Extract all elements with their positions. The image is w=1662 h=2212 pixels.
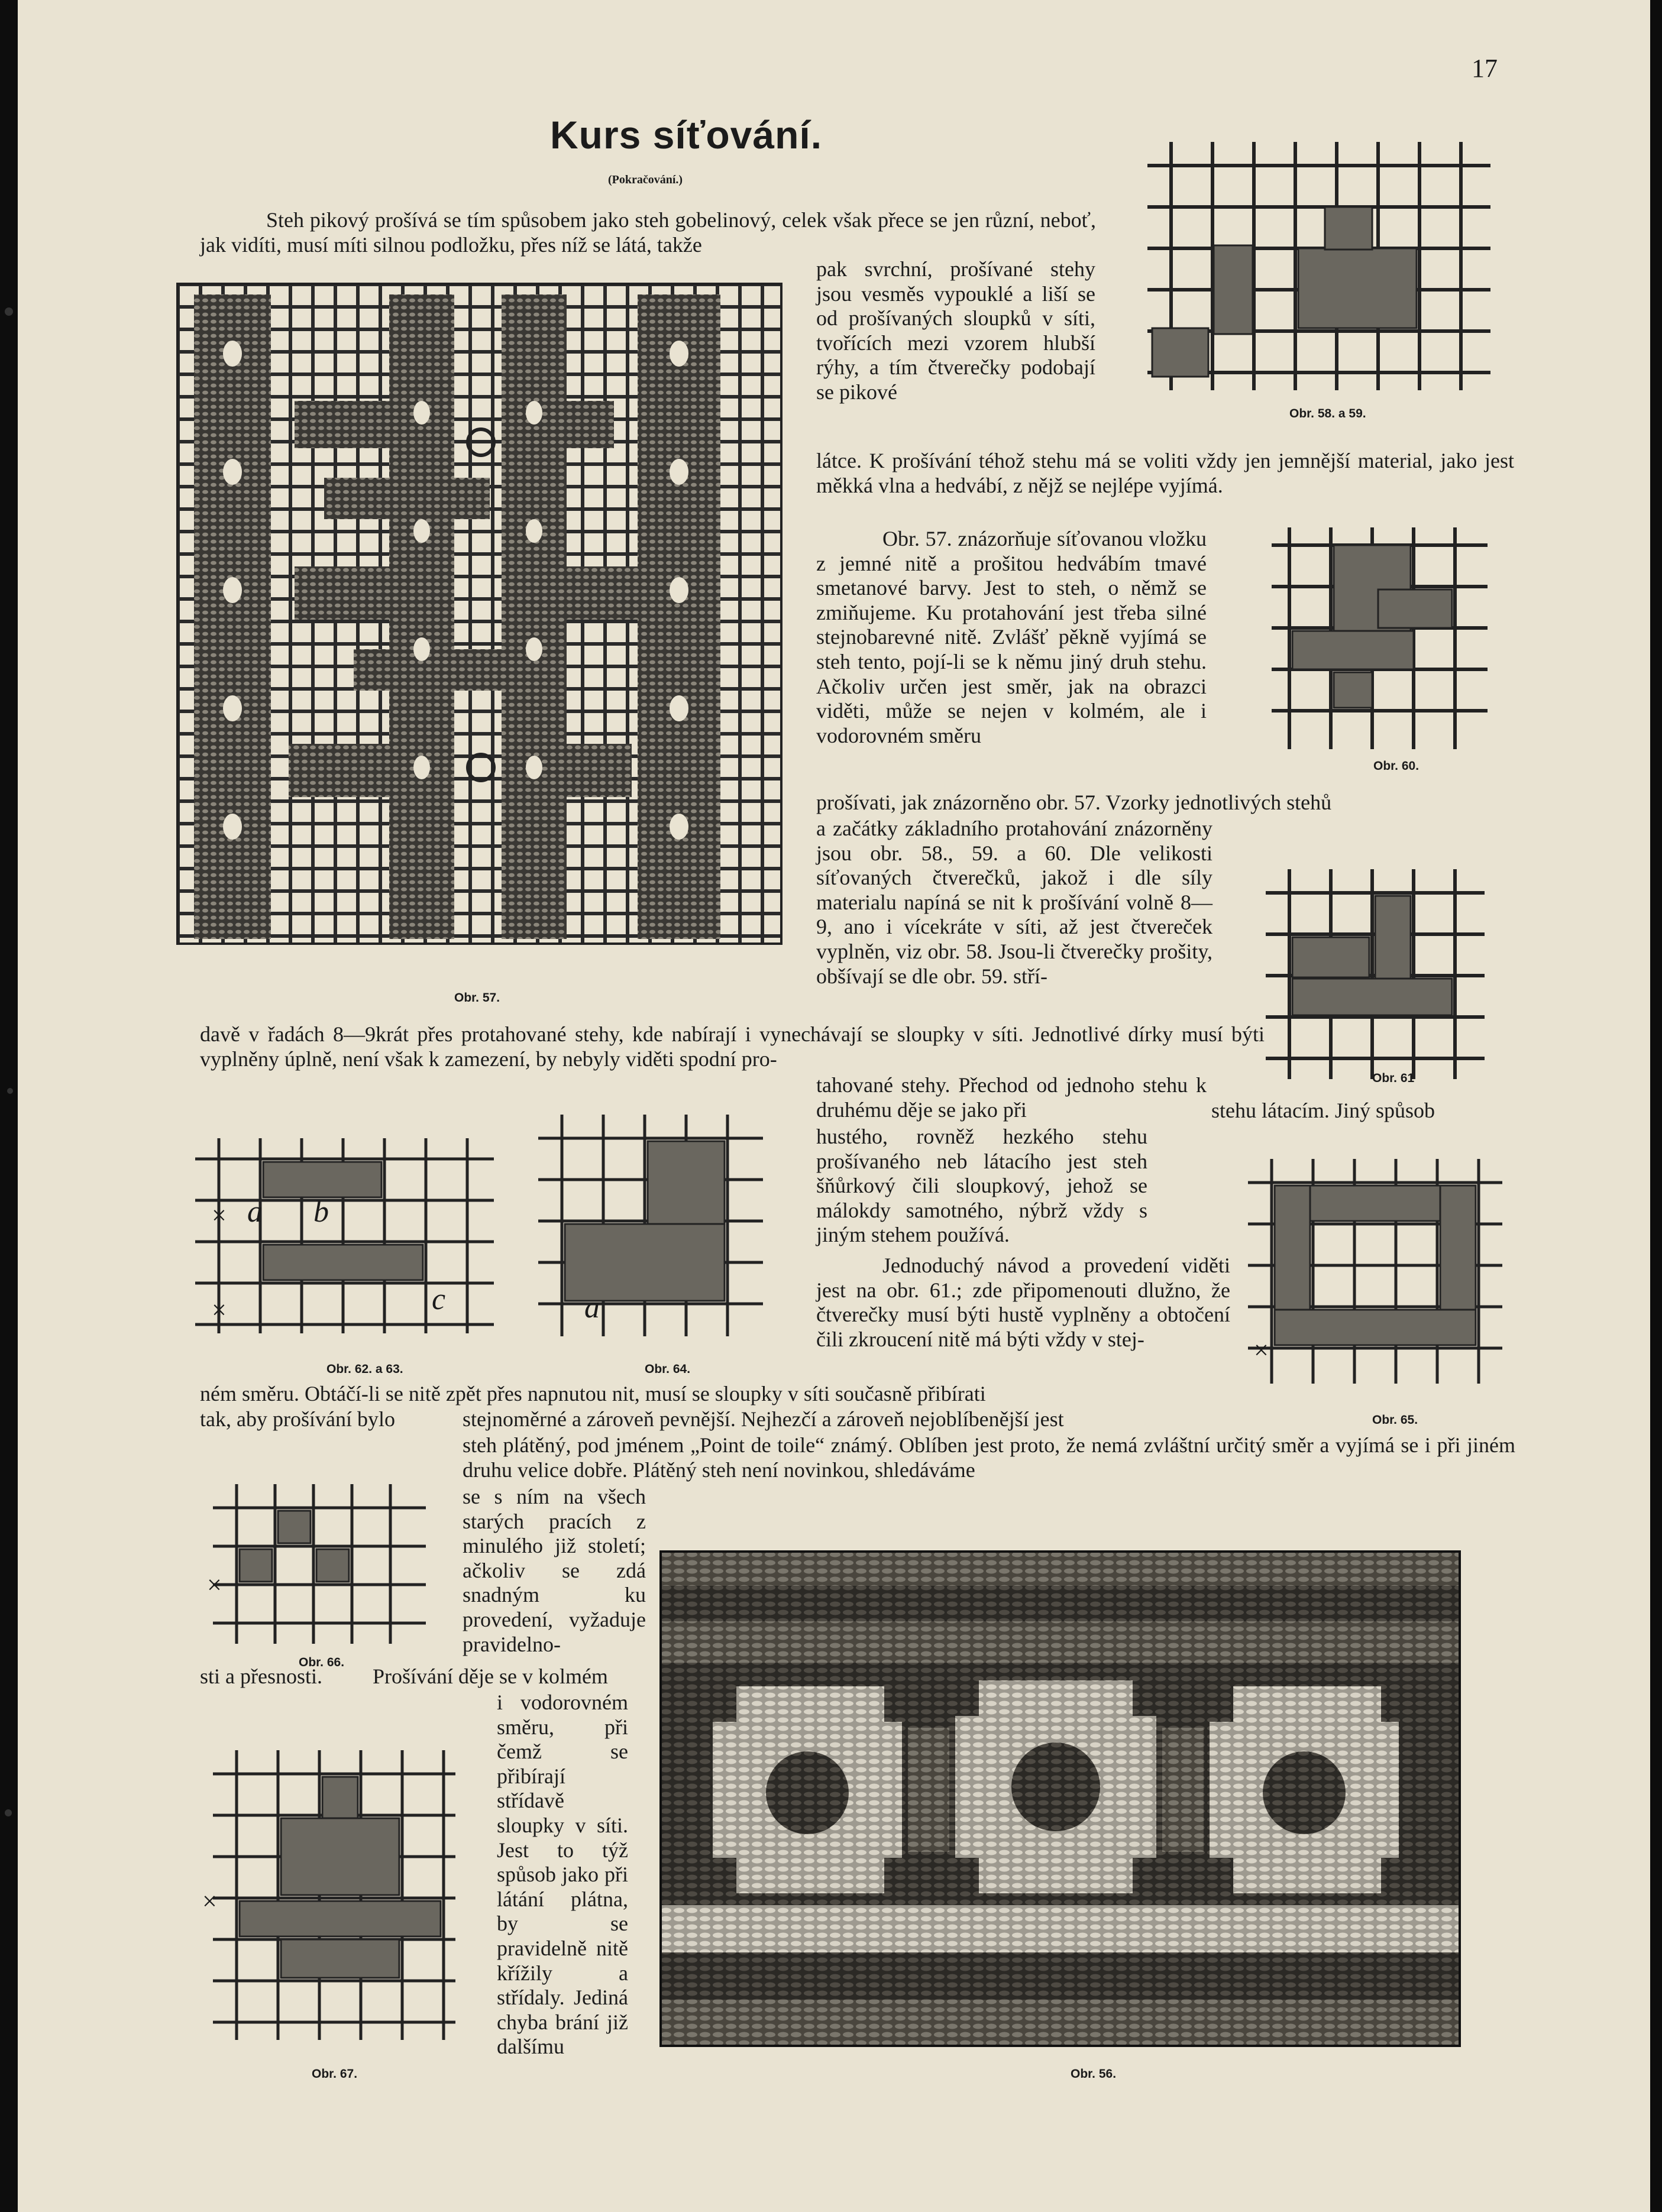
figure-56-point-de-toile-photo (659, 1550, 1461, 2047)
paragraph-2d: davě v řadách 8—9krát přes protahované stehy, kde nabírají i vynechávají se sloupky v síti. Jednotlivé dírky musí býti vyplněny úplně, není však k zamezení, by nebyly viděti spodní pro- (200, 1022, 1265, 1071)
paragraph-3i: i vodorovném směru, při čemž se přibírají střídavě sloupky v síti. Jest to týž spůsob jako při látání plátna, by se pravidelně nitě křížily a střídaly. Jediná chyba brání již dalšímu (497, 1690, 628, 2059)
figure-67-stitch-sample (213, 1750, 455, 2040)
caption-fig-61: Obr. 61 (1372, 1071, 1415, 1085)
caption-fig-62-63: Obr. 62. a 63. (326, 1362, 403, 1376)
paragraph-3d: stejnoměrné a zároveň pevnější. Nejhezčí a zároveň nejoblíbenější jest (463, 1407, 1064, 1431)
page-title: Kurs síťování. (550, 113, 823, 157)
paragraph-3f: se s ním na všech starých pracích z minulého již století; ačkoliv se zdá snadným ku provedení, vyžaduje pravidelno- (463, 1485, 646, 1656)
figure-62-label-a: a (247, 1195, 263, 1229)
scan-speck (5, 1809, 12, 1816)
paragraph-3a: Jednoduchý návod a provedení viděti jest na obr. 61.; zde připomenouti dlužno, že čtverečky musí býti hustě vyplněny a obtočení čili zkroucení nitě má býti vždy v stej- (816, 1254, 1230, 1351)
figure-60-stitch-sample (1272, 527, 1488, 749)
figure-62-label-b: b (313, 1195, 329, 1229)
page-subtitle: (Pokračování.) (608, 173, 683, 186)
figure-61-stitch-sample (1266, 869, 1485, 1079)
figure-57-filet-insert (176, 283, 783, 945)
paragraph-3g: sti a přesnosti. (200, 1664, 322, 1688)
figure-62-mark-x-2: × (212, 1296, 227, 1324)
scan-speck (7, 1088, 13, 1094)
paragraph-3e: steh plátěný, pod jménem „Point de toile“ známý. Oblíben jest proto, že nemá zvláštní určitý směr a vyjímá se i při jiném druhu velice dobře. Plátěný steh není novinkou, shledáváme (463, 1433, 1515, 1482)
caption-fig-65: Obr. 65. (1372, 1413, 1418, 1427)
paragraph-1b: pak svrchní, prošívané stehy jsou vesměs vypouklé a liší se od prošívaných sloupků v síti, tvořících mezi vzorem hlubší rýhy, a tím čtverečky podobají se pikové (816, 257, 1095, 404)
caption-fig-56: Obr. 56. (1071, 2067, 1117, 2081)
paragraph-2e: tahované stehy. Přechod od jednoho stehu k druhému děje se jako při (816, 1073, 1207, 1122)
figure-66-mark-x: × (207, 1570, 222, 1599)
paragraph-2f: stehu látacím. Jiný spůsob (1211, 1099, 1435, 1122)
paragraph-3b: ném směru. Obtáčí-li se nitě zpět přes napnutou nit, musí se sloupky v síti současně přibírati (200, 1382, 986, 1405)
figure-62-mark-x-1: × (212, 1201, 227, 1230)
figure-64-label-a: a (584, 1291, 600, 1324)
figure-58-59-stitch-sample (1147, 142, 1490, 390)
figure-64-stitch-sample (538, 1115, 763, 1336)
caption-fig-57: Obr. 57. (454, 991, 500, 1005)
figure-65-mark-x: × (1254, 1336, 1269, 1365)
caption-fig-58-59: Obr. 58. a 59. (1289, 407, 1366, 420)
figure-62-63-stitch-sample (195, 1138, 494, 1333)
caption-fig-60: Obr. 60. (1373, 759, 1420, 773)
page-number: 17 (1472, 54, 1498, 83)
figure-65-stitch-sample (1248, 1159, 1502, 1384)
paragraph-2c: a začátky základního protahování znázorněny jsou obr. 58., 59. a 60. Dle velikosti síťovaných čtverečků, jakož i dle síly materialu napíná se nit k prošívání volně 8—9, ano i vícekráte v síti, až jest čtvereček vyplněn, viz obr. 58. Jsou-li čtverečky prošity, obšívají se dle obr. 59. stří- (816, 817, 1212, 988)
figure-67-mark-x: × (202, 1887, 217, 1916)
figure-66-stitch-sample (213, 1484, 426, 1644)
caption-fig-66: Obr. 66. (299, 1656, 345, 1669)
caption-fig-64: Obr. 64. (645, 1362, 691, 1376)
paragraph-3c: tak, aby prošívání bylo (200, 1407, 395, 1431)
paragraph-1c: látce. K prošívání téhož stehu má se voliti vždy jen jemnější material, jako jest měkká vlna a hedvábí, z nějž se nejlépe vyjímá. (816, 449, 1514, 497)
paragraph-1a: Steh pikový prošívá se tím spůsobem jako steh gobelinový, celek však přece se jen různí, neboť, jak vidíti, musí míti silnou podložku, přes níž se látá, takže (200, 208, 1096, 257)
caption-fig-67: Obr. 67. (312, 2067, 358, 2081)
figure-62-label-c: c (432, 1282, 446, 1316)
paragraph-2a: Obr. 57. znázorňuje síťovanou vložku z jemné nitě a prošitou hedvábím tmavé smetanové barvy. Jest to steh, o němž se zmiňujeme. Ku protahování jest třeba silné stejnobarevné nitě. Zvlášť pěkně vyjímá se steh tento, pojí-li se k němu jiný druh stehu. Ačkoliv určen jest směr, jak na obrazci viděti, může se nejen v kolmém, ale i vodorovném směru (816, 527, 1207, 747)
paragraph-3h: Prošívání děje se v kolmém (373, 1664, 608, 1688)
scan-speck (5, 307, 13, 316)
page (18, 0, 1650, 2212)
paragraph-2g: hustého, rovněž hezkého stehu prošívaného neb látacího jest steh šňůrkový čili sloupkový, jehož se málokdy samotného, nýbrž vždy s jiným stehem používá. (816, 1125, 1147, 1247)
paragraph-2b: prošívati, jak znázorněno obr. 57. Vzorky jednotlivých stehů (816, 791, 1332, 814)
